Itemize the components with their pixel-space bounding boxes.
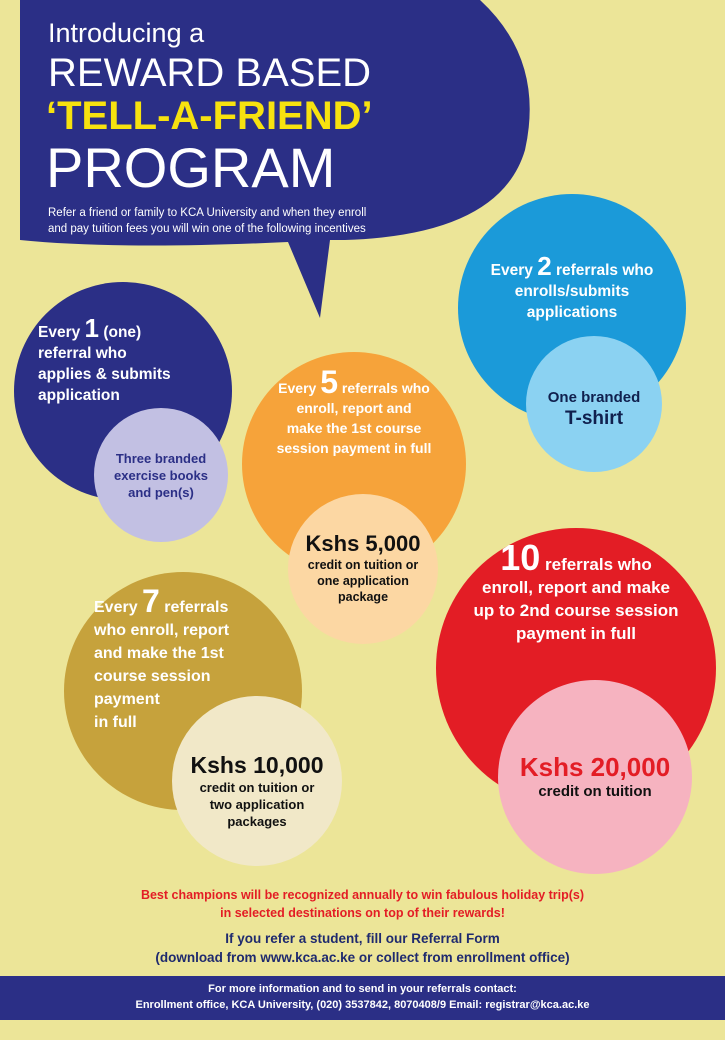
contact-line2: Enrollment office, KCA University, (020) 3537842, 8070408/9 Email: registrar@kca.ac.ke — [135, 999, 590, 1011]
referral-form-line1: If you refer a student, fill our Referral Form — [225, 931, 500, 946]
champions-line1: Best champions will be recognized annually to win fabulous holiday trip(s) — [140, 888, 585, 902]
tier-2-after: referrals who — [555, 262, 654, 279]
tier-1-lead: Every — [38, 324, 81, 341]
tier-5-reward-line2: one application — [317, 574, 409, 588]
tier-1-text — [38, 313, 228, 406]
tier-5-text — [242, 364, 466, 458]
tier-2-reward-line1: One branded — [547, 389, 641, 406]
contact-line1: For more information and to send in your referrals contact: — [208, 983, 517, 995]
tier-10-line2: enroll, report and make — [482, 578, 670, 597]
tier-7-line2: who enroll, report — [94, 622, 230, 639]
referral-form-note — [0, 929, 725, 967]
title-program: PROGRAM — [46, 136, 336, 199]
tier-5-lead: Every — [278, 380, 317, 396]
tier-1-reward-line3: and pen(s) — [128, 485, 194, 500]
tier-1-number: 1 — [84, 313, 100, 343]
contact-info — [0, 981, 725, 1013]
tier-2-lead: Every — [490, 262, 533, 279]
tier-7-reward — [168, 752, 346, 830]
tier-10-reward-line1: credit on tuition — [538, 783, 652, 800]
tier-10-text — [436, 537, 716, 645]
tier-1-line3: applies & submits — [38, 366, 171, 383]
tier-7-reward-line2: two application — [209, 797, 305, 812]
tier-2-reward — [526, 388, 662, 430]
tier-10-line3: up to 2nd course session — [473, 601, 679, 620]
tier-1-after: (one) — [103, 324, 142, 341]
tier-5-after: referrals who — [341, 380, 430, 396]
tier-7-line4: course session — [94, 668, 211, 685]
title-reward-based: REWARD BASED — [48, 51, 372, 95]
tier-10-line4: payment in full — [516, 624, 636, 643]
tier-1-reward — [94, 450, 228, 501]
tier-5-reward-line1: credit on tuition or — [307, 558, 419, 572]
referral-form-line2: (download from www.kca.ac.ke or collect from enrollment office) — [155, 950, 570, 965]
champions-line2: in selected destinations on top of their rewards! — [220, 906, 505, 920]
tier-5-line3: make the 1st course — [286, 420, 422, 436]
tier-2-reward-line2: T-shirt — [564, 408, 624, 429]
tier-1-line2: referral who — [38, 345, 127, 362]
tier-7-line6: in full — [94, 714, 137, 731]
tier-2-text — [462, 251, 682, 323]
champions-note — [0, 886, 725, 922]
tier-7-line5: payment — [94, 691, 160, 708]
tier-1-line4: application — [38, 387, 120, 404]
tier-5-line2: enroll, report and — [296, 400, 412, 416]
tier-7-line3: and make the 1st — [94, 645, 224, 662]
tier-5-amount: Kshs 5,000 — [305, 531, 421, 556]
tier-5-line4: session payment in full — [276, 440, 432, 456]
tier-5-reward-line3: package — [337, 590, 389, 604]
title-tell-a-friend: ‘TELL-A-FRIEND’ — [46, 94, 373, 138]
tier-2-line2: enrolls/submits — [514, 283, 630, 300]
tier-7-after: referrals — [164, 599, 229, 616]
tier-2-line3: applications — [526, 304, 618, 321]
tier-7-lead: Every — [94, 599, 138, 616]
intro-line-1: Refer a friend or family to KCA University and when they enroll — [48, 207, 367, 219]
tier-1-reward-line2: exercise books — [114, 468, 208, 483]
tier-7-number: 7 — [142, 583, 160, 619]
tier-5-number: 5 — [320, 364, 338, 400]
tier-10-amount: Kshs 20,000 — [519, 752, 671, 782]
tier-7-reward-line1: credit on tuition or — [199, 780, 315, 795]
tier-2-number: 2 — [537, 251, 552, 281]
intro-heading: Introducing a — [48, 18, 205, 48]
tier-7-amount: Kshs 10,000 — [190, 752, 324, 778]
tier-5-reward — [288, 530, 438, 605]
tier-7-reward-line3: packages — [227, 814, 287, 829]
intro-line-2: and pay tuition fees you will win one of the following incentives — [48, 223, 366, 235]
tier-1-reward-line1: Three branded — [115, 451, 207, 466]
tier-10-after: referrals who — [545, 555, 652, 574]
tier-10-number: 10 — [500, 537, 541, 578]
tier-10-reward — [492, 752, 698, 802]
